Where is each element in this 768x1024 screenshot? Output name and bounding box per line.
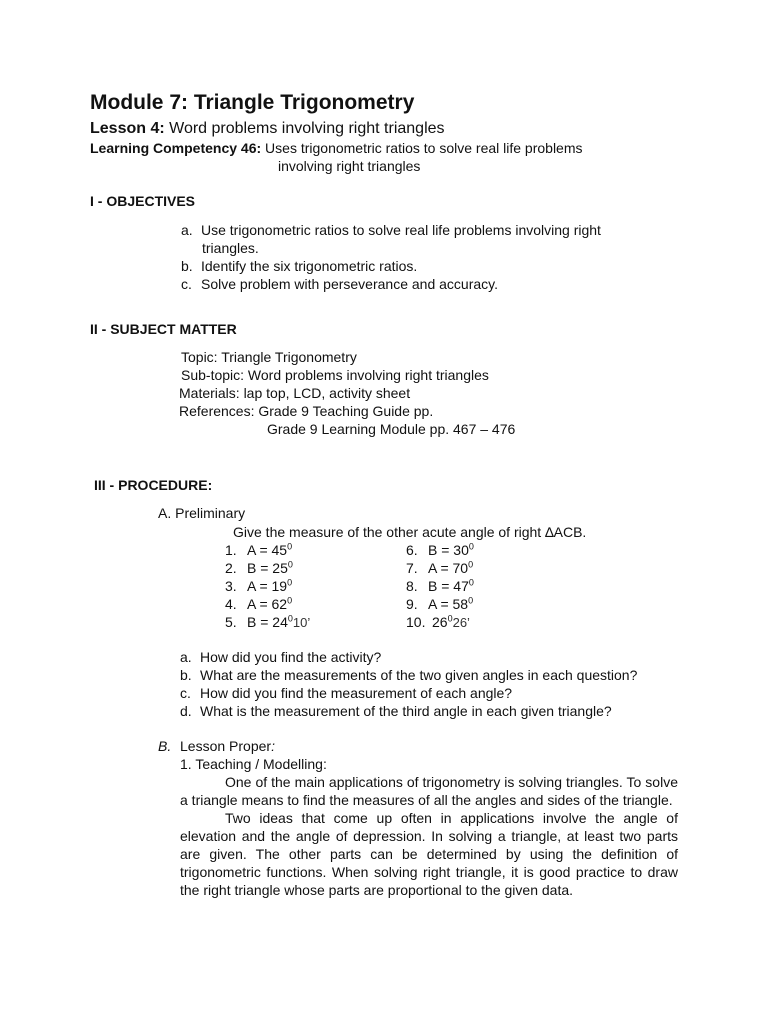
objective-letter: c. [181,276,192,292]
question-letter: b. [180,667,192,683]
exercise-number: 10. [406,614,426,630]
question-text: What is the measurement of the third angle in each given triangle? [200,703,612,719]
paragraph-2: Two ideas that come up often in applications involve the angle of elevation and the angle of depression. In solving a triangle, at least two parts are given. The other parts can be determined by using the definition of trigonometric functions. When solving right triangle, it is good practice to draw the right triangle whose parts are proportional to the given data. [180,810,678,898]
objectives-heading: I - OBJECTIVES [90,193,196,209]
question-text: How did you find the measurement of each angle? [200,685,513,701]
objective-text: Solve problem with perseverance and accuracy. [201,276,499,292]
exercise-text: B = 25 [247,560,288,576]
lesson-proper-letter: B. [158,738,172,754]
minutes-text: 10’ [292,615,311,630]
references-line: References: Grade 9 Teaching Guide pp. [179,403,434,419]
exercise-item [406,578,474,594]
exercise-number: 7. [406,560,418,576]
degree-superscript: 0 [468,577,474,588]
body-text [180,773,678,899]
lesson-proper-colon: : [271,738,275,754]
exercise-text: A = 19 [247,578,288,594]
lesson-line [90,120,445,138]
degree-superscript: 0 [287,541,293,552]
objective-letter: a. [181,222,193,238]
paragraph-1: One of the main applications of trigonometry is solving triangles. To solve a triangle means to find the measures of all the angles and sides of the triangle. [180,774,678,808]
objective-item-a [181,222,601,238]
exercise-item [406,614,470,630]
topic-line: Topic: Triangle Trigonometry [181,349,357,365]
exercise-item [225,578,292,594]
exercise-number: 2. [225,560,237,576]
exercise-text: A = 58 [428,596,469,612]
question-item [180,649,381,665]
exercise-item [406,596,473,612]
exercise-item [225,614,310,630]
exercise-number: 6. [406,542,418,558]
question-letter: a. [180,649,192,665]
lesson-label: Lesson 4: [90,120,165,137]
competency-text: Uses trigonometric ratios to solve real life problems [265,140,583,156]
objective-letter: b. [181,258,193,274]
materials-line: Materials: lap top, LCD, activity sheet [179,385,411,401]
lesson-proper-label: Lesson Proper [180,738,272,754]
question-letter: c. [180,685,191,701]
degree-superscript: 0 [468,595,474,606]
exercise-number: 3. [225,578,237,594]
degree-superscript: 0 [287,613,293,624]
competency-label: Learning Competency 46: [90,140,262,156]
references-line-continued: Grade 9 Learning Module pp. 467 – 476 [267,421,516,437]
exercise-number: 1. [225,542,237,558]
question-item [180,667,637,683]
question-item [180,685,512,701]
minutes-text: 26’ [452,615,470,630]
exercise-text: 26 [432,614,448,630]
exercise-item [406,542,474,558]
exercise-text: B = 47 [428,578,469,594]
exercise-text: B = 30 [428,542,469,558]
exercise-text: B = 24 [247,614,288,630]
degree-superscript: 0 [287,577,293,588]
objective-item-c [181,276,498,292]
exercise-item [225,596,292,612]
question-text: What are the measurements of the two given angles in each question? [200,667,638,683]
module-title: Module 7: Triangle Trigonometry [90,91,415,114]
exercise-item [406,560,473,576]
competency-text-continued: involving right triangles [278,158,421,174]
exercise-text: A = 62 [247,596,288,612]
exercise-text: A = 70 [428,560,469,576]
preliminary-label: A. Preliminary [158,505,246,521]
question-letter: d. [180,703,192,719]
subtopic-line: Sub-topic: Word problems involving right triangles [181,367,489,383]
degree-superscript: 0 [468,541,474,552]
exercise-item [225,560,293,576]
question-item [180,703,612,719]
teaching-label: 1. Teaching / Modelling: [180,756,327,772]
objective-text: Identify the six trigonometric ratios. [201,258,418,274]
degree-superscript: 0 [468,559,474,570]
lesson-proper-heading [158,738,275,754]
question-text: How did you find the activity? [200,649,382,665]
objective-item-a-continued: triangles. [202,240,259,256]
objective-text: Use trigonometric ratios to solve real life problems involving right [201,222,601,238]
competency-line [90,140,583,156]
procedure-heading: III - PROCEDURE: [94,477,213,493]
exercise-number: 9. [406,596,418,612]
exercise-number: 4. [225,596,237,612]
lesson-text: Word problems involving right triangles [169,120,445,137]
exercise-number: 8. [406,578,418,594]
degree-superscript: 0 [287,559,293,570]
degree-superscript: 0 [447,613,453,624]
exercise-item [225,542,292,558]
exercise-number: 5. [225,614,237,630]
preliminary-instruction: Give the measure of the other acute angle of right ∆ACB. [233,524,587,540]
subject-matter-heading: II - SUBJECT MATTER [90,321,237,337]
exercise-text: A = 45 [247,542,288,558]
degree-superscript: 0 [287,595,293,606]
objective-item-b [181,258,417,274]
